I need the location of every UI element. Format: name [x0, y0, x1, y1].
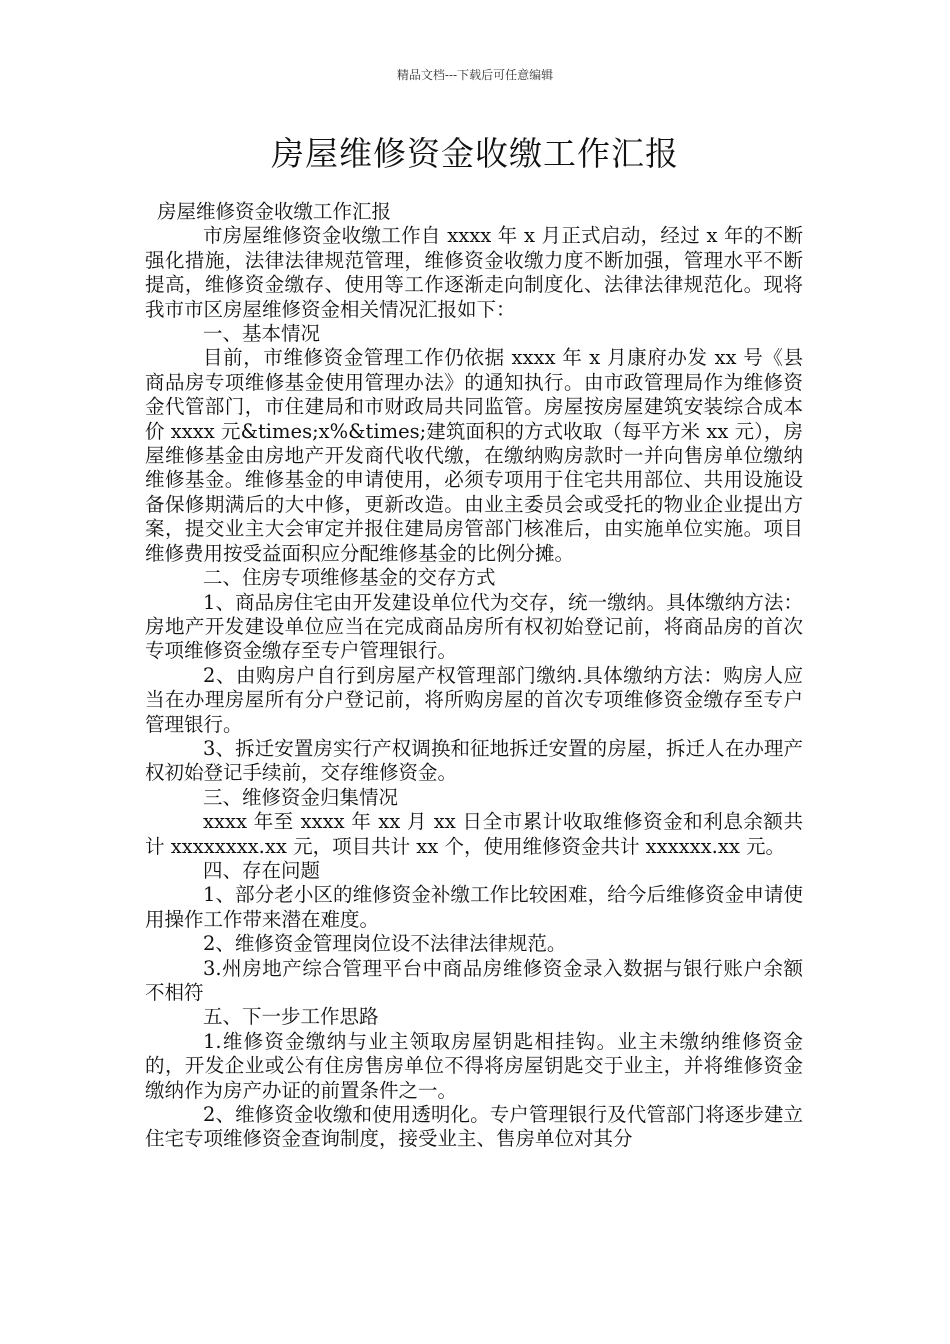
page-header-note: 精品文档---下载后可任意编辑 — [396, 68, 554, 82]
problem-item: 2、维修资金管理岗位设不法律法律规范。 — [203, 932, 567, 956]
document-title: 房屋维修资金收缴工作汇报 — [271, 134, 679, 173]
deposit-method-item: 3、拆迁安置房实行产权调换和征地拆迁安置的房屋，拆迁人在办理产权初始登记手续前，交存维修资金。 — [145, 736, 803, 785]
section-heading-collection-status: 三、维修资金归集情况 — [203, 785, 399, 809]
section-heading-basic-situation: 一、基本情况 — [203, 322, 321, 346]
section-heading-problems: 四、存在问题 — [203, 858, 321, 882]
problem-item: 1、部分老小区的维修资金补缴工作比较困难，给今后维修资金申请使用操作工作带来潜在难度。 — [145, 883, 803, 931]
collection-status-paragraph: xxxx 年至 xxxx 年 xx 月 xx 日全市累计收取维修资金和利息余额共计 xxxxxxxx.xx 元，项目共计 xx 个，使用维修资金共计 xxxxxx.xx 元。 — [145, 810, 803, 858]
document-body — [145, 200, 803, 1152]
section-heading-deposit-methods: 二、住房专项维修基金的交存方式 — [203, 566, 496, 590]
deposit-method-item: 2、由购房户自行到房屋产权管理部门缴纳.具体缴纳方法：购房人应当在办理房屋所有分户登记前，将所购房屋的首次专项维修资金缴存至专户管理银行。 — [145, 663, 803, 736]
document-subtitle: 房屋维修资金收缴工作汇报 — [157, 200, 392, 223]
next-step-item: 2、维修资金收缴和使用透明化。专户管理银行及代管部门将逐步建立住宅专项维修资金查询制度，接受业主、售房单位对其分 — [145, 1103, 803, 1151]
intro-paragraph: 市房屋维修资金收缴工作自 xxxx 年 x 月正式启动，经过 x 年的不断强化措施，法律法律规范管理，维修资金收缴力度不断加强，管理水平不断提高，维修资金缴存、使用等工作逐渐走向制度化、法律法律规范化。现将我市市区房屋维修资金相关情况汇报如下： — [145, 224, 803, 321]
basic-situation-paragraph: 目前，市维修资金管理工作仍依据 xxxx 年 x 月康府办发 xx 号《县商品房专项维修基金使用管理办法》的通知执行。由市政管理局作为维修资金代管部门，市住建局和市财政局共同监管。房屋按房屋建筑安装综合成本价 xxxx 元&times;x%&times;建筑面积的方式收取（每平方米 xx 元），房屋维修基金由房地产开发商代收代缴，在缴纳购房款时一并向售房单位缴纳维修基金。维修基金的申请使用，必须专项用于住宅共用部位、共用设施设备保修期满后的大中修，更新改造。由业主委员会或受托的物业企业提出方案，提交业主大会审定并报住建局房管部门核准后，由实施单位实施。项目维修费用按受益面积应分配维修基金的比例分摊。 — [145, 346, 803, 565]
next-step-item: 1.维修资金缴纳与业主领取房屋钥匙相挂钩。业主未缴纳维修资金的，开发企业或公有住房售房单位不得将房屋钥匙交于业主，并将维修资金缴纳作为房产办证的前置条件之一。 — [145, 1029, 803, 1102]
problem-item: 3.州房地产综合管理平台中商品房维修资金录入数据与银行账户余额不相符 — [145, 956, 803, 1004]
section-heading-next-steps: 五、下一步工作思路 — [203, 1005, 379, 1029]
deposit-method-item: 1、商品房住宅由开发建设单位代为交存，统一缴纳。具体缴纳方法：房地产开发建设单位应当在完成商品房所有权初始登记前，将商品房的首次专项维修资金缴存至专户管理银行。 — [145, 590, 803, 663]
